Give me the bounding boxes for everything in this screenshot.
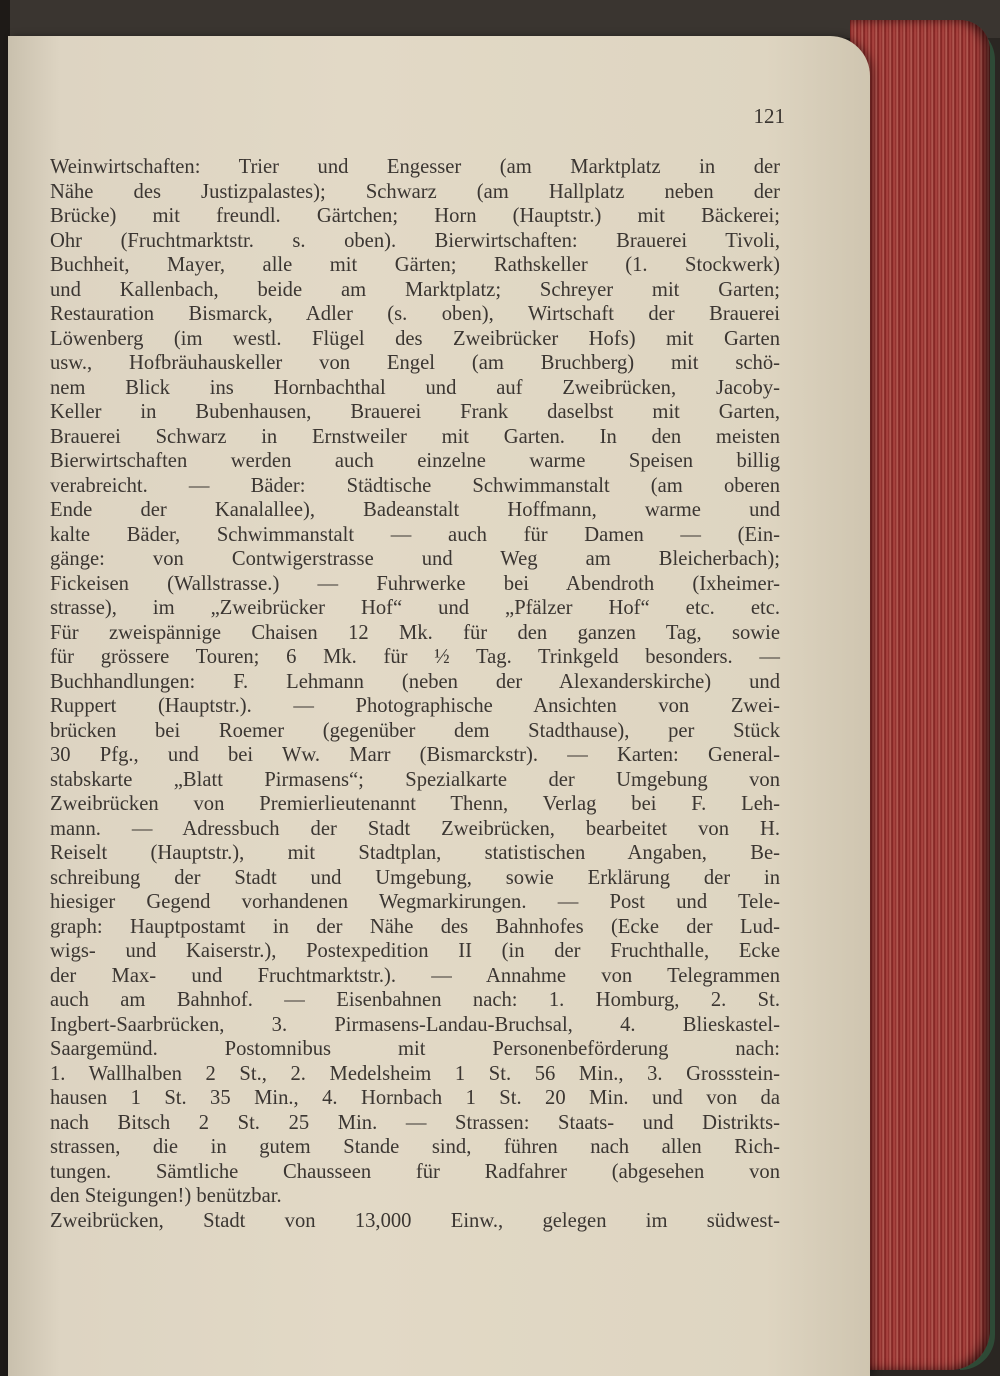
text-line: Restauration Bismarck, Adler (s. oben), Wirtschaft der Brauerei: [50, 303, 780, 325]
page-edges: [850, 20, 990, 1370]
text-line: Keller in Bubenhausen, Brauerei Frank daselbst mit Garten,: [50, 401, 780, 423]
text-line: graph: Hauptpostamt in der Nähe des Bahnhofes (Ecke der Lud-: [50, 915, 780, 938]
text-line: wigs- und Kaiserstr.), Postexpedition II (in der Fruchthalle, Ecke: [50, 940, 780, 962]
text-line: für grössere Touren; 6 Mk. für ½ Tag. Trinkgeld besonders. —: [50, 646, 780, 668]
page-number: 121: [753, 104, 785, 128]
text-line: Weinwirtschaften: Trier und Engesser (am Marktplatz in der: [50, 156, 780, 178]
text-line: Saargemünd. Postomnibus mit Personenbeförderung nach:: [50, 1038, 780, 1060]
text-line: Ohr (Fruchtmarktstr. s. oben). Bierwirtschaften: Brauerei Tivoli,: [50, 229, 780, 252]
text-line: Fickeisen (Wallstrasse.) — Fuhrwerke bei Abendroth (Ixheimer-: [50, 572, 780, 595]
text-line: kalte Bäder, Schwimmanstalt — auch für Damen — (Ein-: [50, 523, 780, 546]
text-line: Ende der Kanalallee), Badeanstalt Hoffmann, warme und: [50, 499, 780, 521]
text-line: Zweibrücken von Premierlieutenannt Thenn, Verlag bei F. Leh-: [50, 793, 780, 815]
text-line: den Steigungen!) benützbar.: [50, 1185, 282, 1207]
body-text: [50, 155, 780, 1233]
text-line: Buchhandlungen: F. Lehmann (neben der Alexanderskirche) und: [50, 670, 780, 693]
text-line: Nähe des Justizpalastes); Schwarz (am Hallplatz neben der: [50, 180, 780, 203]
text-line: Reiselt (Hauptstr.), mit Stadtplan, statistischen Angaben, Be-: [50, 842, 780, 864]
text-line: Brücke) mit freundl. Gärtchen; Horn (Hauptstr.) mit Bäckerei;: [50, 205, 780, 227]
text-line: Ruppert (Hauptstr.). — Photographische Ansichten von Zwei-: [50, 695, 780, 717]
text-line: gänge: von Contwigerstrasse und Weg am Bleicherbach);: [50, 548, 780, 570]
text-line: Löwenberg (im westl. Flügel des Zweibrücker Hofs) mit Garten: [50, 327, 780, 350]
text-line: tungen. Sämtliche Chausseen für Radfahrer (abgesehen von: [50, 1160, 780, 1183]
text-line: brücken bei Roemer (gegenüber dem Stadthause), per Stück: [50, 719, 780, 742]
text-line: Ingbert-Saarbrücken, 3. Pirmasens-Landau-Bruchsal, 4. Blieskastel-: [50, 1013, 780, 1036]
text-line: verabreicht. — Bäder: Städtische Schwimmanstalt (am oberen: [50, 474, 780, 497]
text-line: nach Bitsch 2 St. 25 Min. — Strassen: Staats- und Distrikts-: [50, 1111, 780, 1134]
text-line: auch am Bahnhof. — Eisenbahnen nach: 1. Homburg, 2. St.: [50, 989, 780, 1011]
text-line: strassen, die in gutem Stande sind, führen nach allen Rich-: [50, 1136, 780, 1158]
text-line: usw., Hofbräuhauskeller von Engel (am Bruchberg) mit schö-: [50, 352, 780, 374]
text-line: stabskarte „Blatt Pirmasens“; Spezialkarte der Umgebung von: [50, 768, 780, 791]
text-line: 1. Wallhalben 2 St., 2. Medelsheim 1 St. 56 Min., 3. Grossstein-: [50, 1062, 780, 1085]
text-line: hiesiger Gegend vorhandenen Wegmarkirungen. — Post und Tele-: [50, 891, 780, 913]
text-line: mann. — Adressbuch der Stadt Zweibrücken, bearbeitet von H.: [50, 817, 780, 840]
text-line: nem Blick ins Hornbachthal und auf Zweibrücken, Jacoby-: [50, 376, 780, 399]
text-line: schreibung der Stadt und Umgebung, sowie Erklärung der in: [50, 866, 780, 889]
text-line: Brauerei Schwarz in Ernstweiler mit Garten. In den meisten: [50, 425, 780, 448]
text-line: Buchheit, Mayer, alle mit Gärten; Rathskeller (1. Stockwerk): [50, 254, 780, 276]
text-line: strasse), im „Zweibrücker Hof“ und „Pfälzer Hof“ etc. etc.: [50, 597, 780, 619]
text-line: 30 Pfg., und bei Ww. Marr (Bismarckstr). — Karten: General-: [50, 744, 780, 766]
text-line: und Kallenbach, beide am Marktplatz; Schreyer mit Garten;: [50, 278, 780, 301]
text-line: Zweibrücken, Stadt von 13,000 Einw., gelegen im südwest-: [50, 1209, 780, 1232]
text-line: der Max- und Fruchtmarktstr.). — Annahme von Telegrammen: [50, 964, 780, 987]
text-line: Bierwirtschaften werden auch einzelne warme Speisen billig: [50, 450, 780, 472]
text-line: Für zweispännige Chaisen 12 Mk. für den ganzen Tag, sowie: [50, 621, 780, 644]
text-line: hausen 1 St. 35 Min., 4. Hornbach 1 St. 20 Min. und von da: [50, 1087, 780, 1109]
